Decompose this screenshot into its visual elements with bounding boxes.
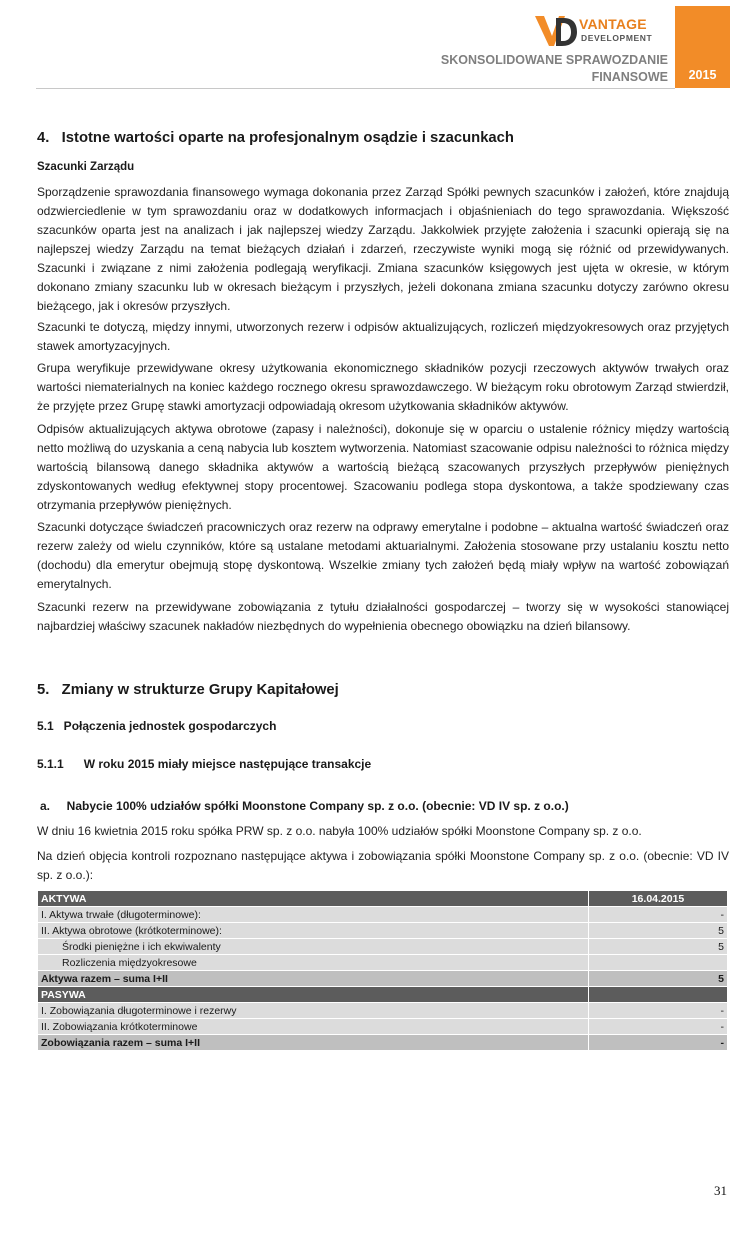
empty-header-cell [589,987,728,1003]
report-title-line1: SKONSOLIDOWANE SPRAWOZDANIE [440,53,668,67]
transaction-a-heading: a. Nabycie 100% udziałów spółki Moonstone Company sp. z o.o. (obecnie: VD IV sp. z o.o.) [40,799,569,813]
table-header-row [38,891,728,907]
total-value: - [589,1035,728,1051]
paragraph: Sporządzenie sprawozdania finansowego wymaga dokonania przez Zarząd Spółki pewnych szacunków i założeń, które znajdują odzwierciedlenie w tym sprawozdaniu oraz w dodatkowych informacjach i objaśnieniach do tego sprawozdania. Większość szacunków oparta jest na analizach i jak najlepszej wiedzy Zarządu. Jakkolwiek przyjęte założenia i szacunki opierają się na najlepszej wiedzy Zarządu na temat bieżących działań i zdarzeń, rzeczywiste wyniki mogą się różnić od przewidywanych. Szacunki i związane z nimi założenia podlegają weryfikacji. Zmiana szacunków księgowych jest ujęta w okresie, w którym dokonano zmiany szacunku lub w okresach bieżącym i przyszłych, jeżeli dokonana zmiana szacunku dotyczy zarówno okresu bieżącego, jak i okresów przyszłych. [37,185,729,313]
table-row [38,1019,728,1035]
aktywa-header: AKTYWA [38,891,589,907]
report-title-line2: FINANSOWE [591,70,668,84]
row-label: Rozliczenia międzyokresowe [38,955,589,971]
row-value: - [589,1003,728,1019]
table-row [38,939,728,955]
table-row [38,923,728,939]
total-label: Zobowiązania razem – suma I+II [38,1035,589,1051]
paragraph: Szacunki rezerw na przewidywane zobowiązania z tytułu działalności gospodarczej – tworzy się w wysokości stanowiącej najbardziej właściwy szacunek nakładów niezbędnych do wypełnienia obecnego obowiązku na dzień bilansowy. [37,600,729,633]
vd-logo-icon [535,14,577,48]
paragraph: Szacunki te dotyczą, między innymi, utworzonych rezerw i odpisów aktualizujących, rozliczeń międzyokresowych oraz przyjętych stawek amortyzacyjnych. [37,320,729,353]
balance-table [37,890,728,1051]
logo-subtitle: DEVELOPMENT [581,33,653,43]
total-label: Aktywa razem – suma I+II [38,971,589,987]
date-header: 16.04.2015 [589,891,728,907]
section-5-heading: 5. Zmiany w strukturze Grupy Kapitałowej [37,682,339,698]
paragraph: Na dzień objęcia kontroli rozpoznano następujące aktywa i zobowiązania spółki Moonstone Company sp. z o.o. (obecnie: VD IV sp. z o.o.): [37,849,729,882]
report-title [441,52,668,86]
page-number: 31 [714,1183,727,1198]
company-logo [535,14,665,48]
row-label: II. Zobowiązania krótkoterminowe [38,1019,589,1035]
paragraph: Grupa weryfikuje przewidywane okresy użytkowania ekonomicznego składników pozycji rzeczowych aktywów trwałych oraz wartości niematerialnych na koniec każdego rocznego okresu sprawozdawczego. W bieżącym roku obrotowym Zarząd stwierdził, że przyjęte przez Grupę stawki amortyzacji odpowiadają okresom użytkowania składników aktywów. [37,361,729,413]
row-label: Środki pieniężne i ich ekwiwalenty [38,939,589,955]
pasywa-header: PASYWA [38,987,589,1003]
pasywa-header-row [38,987,728,1003]
row-value: 5 [589,923,728,939]
paragraph: Odpisów aktualizujących aktywa obrotowe (zapasy i należności), dokonuje się w oparciu o ustalenie różnicy między wartością netto możliwą do uzyskania a ceną nabycia lub kosztem wytworzenia. Natomiast szacowanie odpisu należności to różnica między wartością bilansową danego składnika aktywów a wartością bieżącą szacowanych przyszłych przepływów pieniężnych zdyskontowanych według efektywnej stopy procentowej. Szacowaniu podlega stopa dyskontowa, a także spodziewany czas otrzymania przepływów pieniężnych. [37,422,729,512]
total-row [38,1035,728,1051]
total-value: 5 [589,971,728,987]
table-row [38,955,728,971]
row-value: - [589,907,728,923]
section-5-1-heading: 5.1 Połączenia jednostek gospodarczych [37,719,277,733]
section-4-subheading: Szacunki Zarządu [37,161,135,173]
total-row [38,971,728,987]
row-value: 5 [589,939,728,955]
section-4-heading: 4. Istotne wartości oparte na profesjonalnym osądzie i szacunkach [37,130,514,146]
paragraph: W dniu 16 kwietnia 2015 roku spółka PRW sp. z o.o. nabyła 100% udziałów spółki Moonstone Company sp. z o.o. [37,824,642,838]
row-label: II. Aktywa obrotowe (krótkoterminowe): [38,923,589,939]
row-label: I. Zobowiązania długoterminowe i rezerwy [38,1003,589,1019]
logo-wordmark: VANTAGE [579,16,647,32]
row-value: - [589,1019,728,1035]
section-5-1-1-heading: 5.1.1 W roku 2015 miały miejsce następujące transakcje [37,757,372,771]
table-row [38,1003,728,1019]
report-year: 2015 [688,68,717,82]
row-label: I. Aktywa trwałe (długoterminowe): [38,907,589,923]
paragraph: Szacunki dotyczące świadczeń pracowniczych oraz rezerw na odprawy emerytalne i podobne – aktualna wartość świadczeń oraz rezerw zależy od wielu czynników, które są ustalane metodami aktuarialnymi. Założenia stosowane przy ustalaniu kosztu netto (dochodu) dla emerytur obejmują stopę dyskontową. Wszelkie zmiany tych założeń będą miały wpływ na wartość zobowiązań emerytalnych. [37,520,729,591]
header-divider [36,88,675,89]
table-row [38,907,728,923]
row-value [589,955,728,971]
